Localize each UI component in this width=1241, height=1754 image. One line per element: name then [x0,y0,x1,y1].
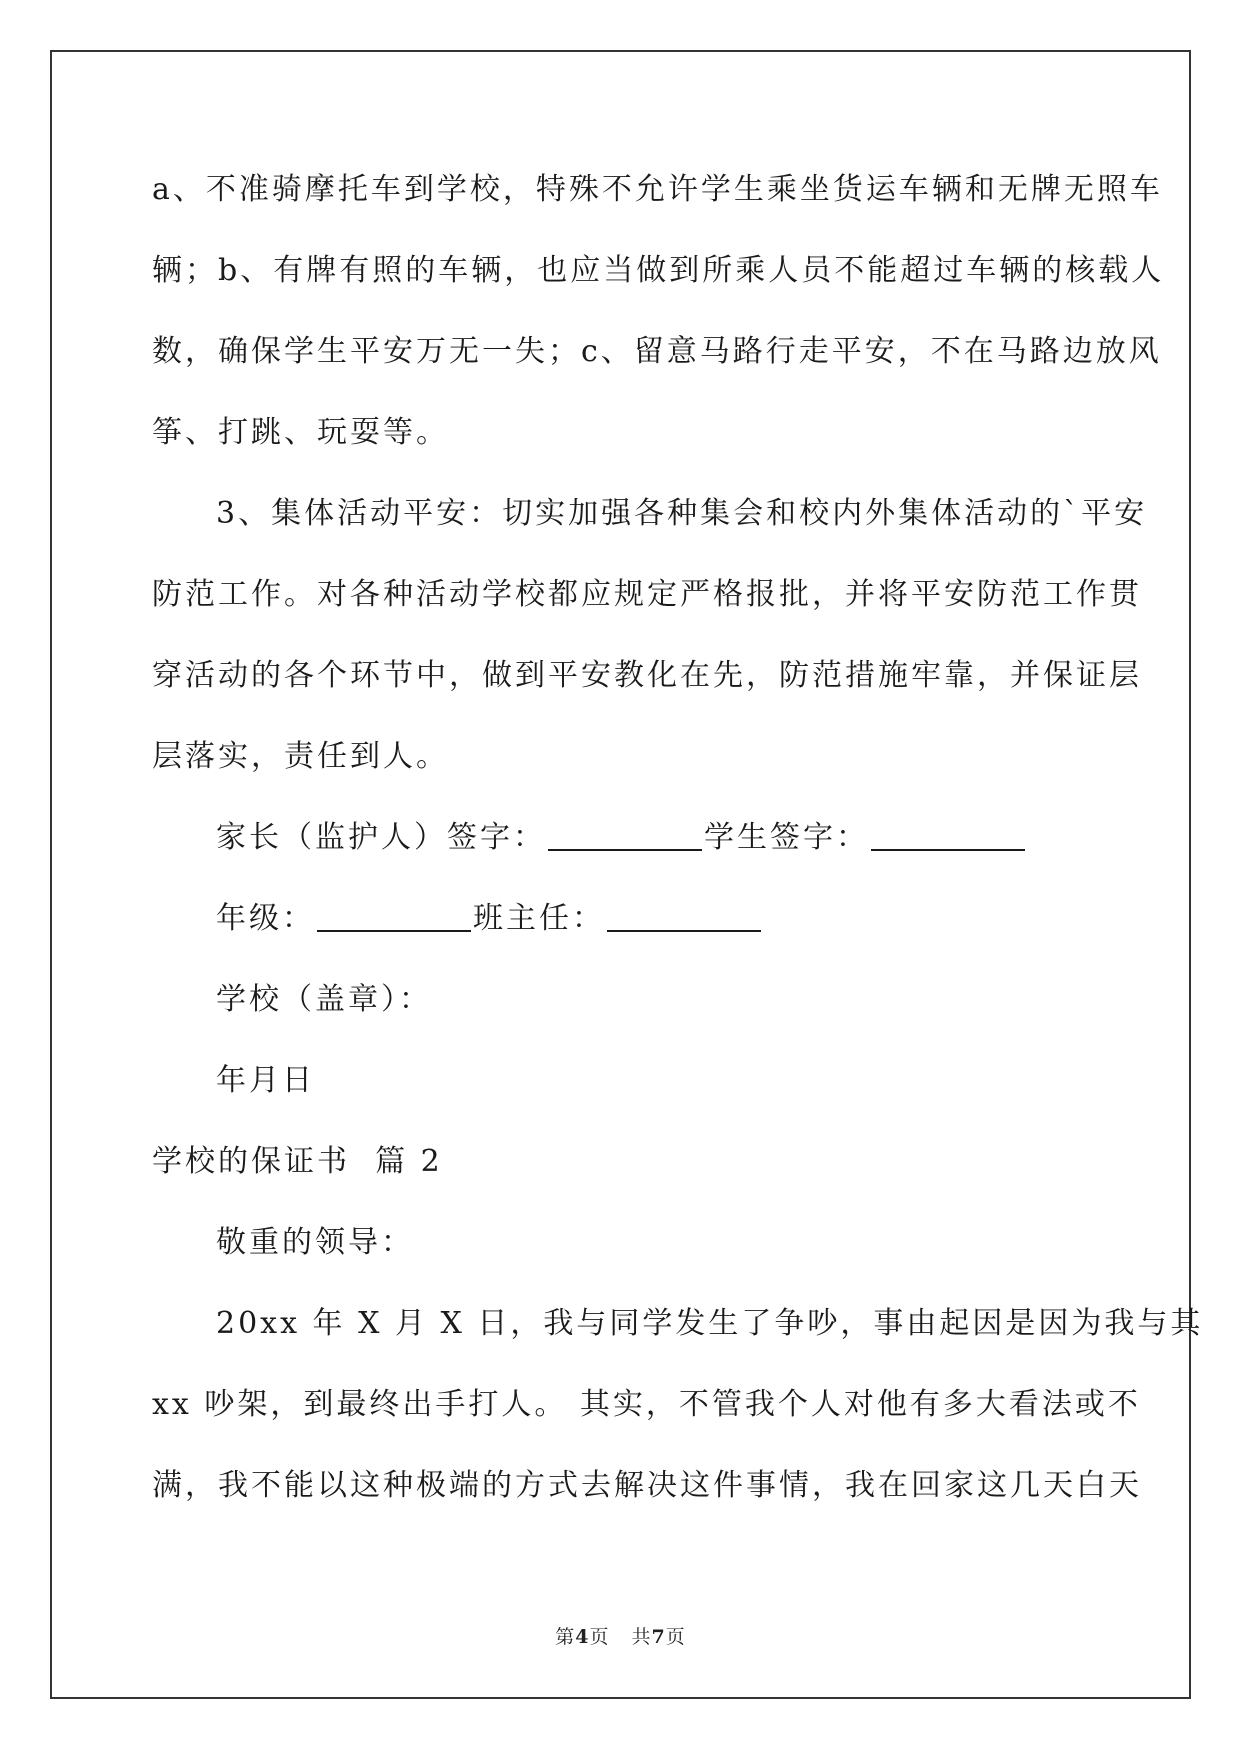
parent-signature-blank[interactable] [548,849,702,851]
paragraph-line: 筝、打跳、玩耍等。 [152,415,449,450]
teacher-blank[interactable] [607,930,761,932]
total-suffix: 页 [665,1626,686,1648]
salutation: 敬重的领导： [216,1225,414,1260]
total-prefix: 共 [631,1626,652,1648]
paragraph-line: 防范工作。对各种活动学校都应规定严格报批，并将平安防范工作贯 [152,577,1142,612]
paragraph-line: xx 吵架，到最终出手打人。 其实，不管我个人对他有多大看法或不 [152,1387,1141,1422]
page-number: 4 [575,1626,590,1648]
paragraph-line: 3、集体活动平安：切实加强各种集会和校内外集体活动的`平安 [216,496,1148,531]
paragraph-line: 穿活动的各个环节中，做到平安教化在先，防范措施牢靠，并保证层 [152,658,1142,693]
paragraph-line: 层落实，责任到人。 [152,739,449,774]
paragraph-line: a、不准骑摩托车到学校，特殊不允许学生乘坐货运车辆和无牌无照车 [152,172,1163,207]
paragraph-line: 数，确保学生平安万无一失；c、留意马路行走平安，不在马路边放风 [152,334,1162,369]
student-signature-label: 学生签字： [704,820,869,855]
page-prefix: 第 [555,1626,576,1648]
paragraph-line: 满，我不能以这种极端的方式去解决这件事情，我在回家这几天白天 [152,1468,1142,1503]
signature-row-grade-teacher [152,889,1092,970]
document-body [152,160,1204,1537]
page-footer [0,1622,1241,1649]
paragraph-line: 辆；b、有牌有照的车辆，也应当做到所乘人员不能超过车辆的核载人 [152,253,1165,288]
total-pages: 7 [651,1626,666,1648]
grade-blank[interactable] [317,930,471,932]
grade-label: 年级： [216,901,315,936]
section-heading: 学校的保证书 篇 2 [152,1144,443,1179]
signature-row-parent-student [152,808,1092,889]
page-suffix: 页 [589,1626,610,1648]
student-signature-blank[interactable] [871,849,1025,851]
school-seal-line: 学校（盖章）： [216,982,432,1017]
parent-signature-label: 家长（监护人）签字： [216,820,546,855]
date-line: 年月日 [216,1063,315,1098]
paragraph-line: 20xx 年 X 月 X 日，我与同学发生了争吵，事由起因是因为我与其 [216,1306,1204,1341]
teacher-label: 班主任： [473,901,605,936]
